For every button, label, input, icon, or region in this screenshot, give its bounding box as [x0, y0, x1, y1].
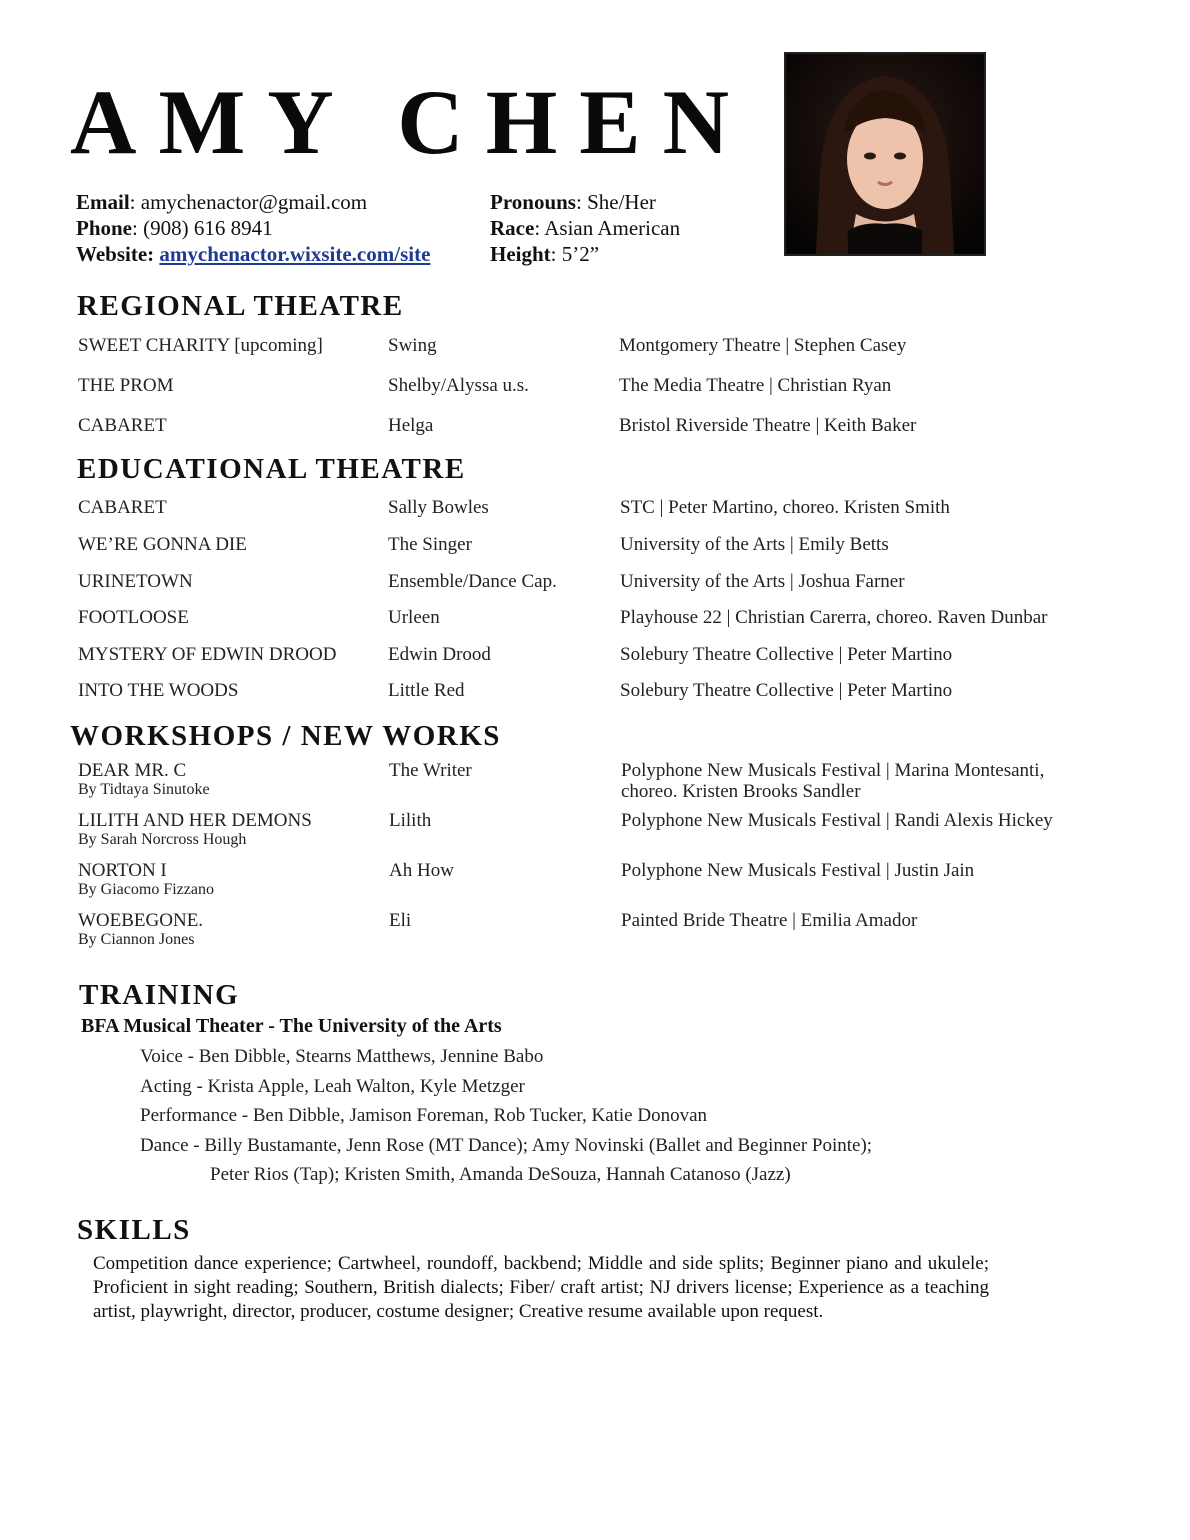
phone-label: Phone: [76, 216, 133, 240]
workshop-row-2-show: LILITH AND HER DEMONS: [78, 810, 312, 831]
phone-line: Phone: (908) 616 8941: [76, 216, 273, 240]
workshop-row-2-venue: Polyphone New Musicals Festival | Randi Alexis Hickey: [621, 810, 1053, 831]
race-value: Asian American: [544, 216, 681, 240]
regional-row-2-role: Shelby/Alyssa u.s.: [388, 375, 529, 396]
workshop-row-3-author: By Giacomo Fizzano: [78, 881, 214, 898]
workshop-row-1-show: DEAR MR. C: [78, 760, 187, 781]
section-title-educational: EDUCATIONAL THEATRE: [77, 453, 466, 485]
educational-row-6-show: INTO THE WOODS: [78, 680, 239, 701]
workshop-row-2-role: Lilith: [389, 810, 432, 831]
regional-row-2-venue: The Media Theatre | Christian Ryan: [619, 375, 892, 396]
educational-row-5-venue: Solebury Theatre Collective | Peter Martino: [620, 644, 953, 665]
headshot-photo: [784, 52, 986, 256]
training-acting: Acting - Krista Apple, Leah Walton, Kyle Metzger: [140, 1076, 525, 1097]
workshop-row-4-show: WOEBEGONE.: [78, 910, 204, 931]
educational-row-1-role: Sally Bowles: [388, 497, 489, 518]
educational-row-6-venue: Solebury Theatre Collective | Peter Martino: [620, 680, 953, 701]
educational-row-2-show: WE’RE GONNA DIE: [78, 534, 247, 555]
training-voice: Voice - Ben Dibble, Stearns Matthews, Jennine Babo: [140, 1046, 544, 1067]
email-value[interactable]: amychenactor@gmail.com: [140, 190, 368, 214]
educational-row-4-show: FOOTLOOSE: [78, 607, 189, 628]
educational-row-3-role: Ensemble/Dance Cap.: [388, 571, 557, 592]
website-link[interactable]: amychenactor.wixsite.com/site: [159, 242, 431, 266]
pronouns-value: She/Her: [587, 190, 656, 214]
regional-row-3-show: CABARET: [78, 415, 167, 436]
race-label: Race: [490, 216, 535, 240]
training-dance-continued: Peter Rios (Tap); Kristen Smith, Amanda DeSouza, Hannah Catanoso (Jazz): [210, 1164, 791, 1185]
educational-row-5-show: MYSTERY OF EDWIN DROOD: [78, 644, 337, 665]
educational-row-5-role: Edwin Drood: [388, 644, 491, 665]
educational-row-3-venue: University of the Arts | Joshua Farner: [620, 571, 905, 592]
height-line: Height: 5’2”: [490, 242, 600, 266]
regional-row-1-venue: Montgomery Theatre | Stephen Casey: [619, 335, 907, 356]
resume-name: AMY CHEN: [70, 71, 752, 173]
workshop-row-1-author: By Tidtaya Sinutoke: [78, 781, 210, 798]
educational-row-4-venue: Playhouse 22 | Christian Carerra, choreo. Raven Dunbar: [620, 607, 1048, 628]
regional-row-3-role: Helga: [388, 415, 434, 436]
contact-right: [490, 189, 680, 267]
regional-row-1-show: SWEET CHARITY [upcoming]: [78, 335, 323, 356]
height-value: 5’2”: [561, 242, 600, 266]
workshop-row-1-venue-cont: choreo. Kristen Brooks Sandler: [621, 781, 861, 802]
workshop-row-3-show: NORTON I: [78, 860, 167, 881]
educational-row-6-role: Little Red: [388, 680, 465, 701]
section-title-workshops: WORKSHOPS / NEW WORKS: [70, 720, 501, 752]
training-degree: BFA Musical Theater - The University of the Arts: [81, 1015, 502, 1037]
regional-row-1-role: Swing: [388, 335, 437, 356]
training-dance: Dance - Billy Bustamante, Jenn Rose (MT Dance); Amy Novinski (Ballet and Beginner Pointe);: [140, 1135, 873, 1156]
educational-row-2-role: The Singer: [388, 534, 472, 555]
educational-row-2-venue: University of the Arts | Emily Betts: [620, 534, 889, 555]
workshop-row-3-role: Ah How: [389, 860, 454, 881]
workshop-row-1-role: The Writer: [389, 760, 472, 781]
website-line: [76, 241, 430, 267]
educational-row-1-show: CABARET: [78, 497, 167, 518]
workshop-row-4-venue: Painted Bride Theatre | Emilia Amador: [621, 910, 918, 931]
section-title-skills: SKILLS: [77, 1214, 191, 1246]
training-performance: Performance - Ben Dibble, Jamison Foreman, Rob Tucker, Katie Donovan: [140, 1105, 708, 1126]
workshop-row-1-venue: Polyphone New Musicals Festival | Marina Montesanti,: [621, 760, 1045, 781]
pronouns-label: Pronouns: [490, 190, 576, 214]
educational-row-3-show: URINETOWN: [78, 571, 193, 592]
workshop-row-3-venue: Polyphone New Musicals Festival | Justin Jain: [621, 860, 975, 881]
section-title-regional: REGIONAL THEATRE: [77, 290, 404, 322]
pronouns-line: Pronouns: She/Her: [490, 190, 656, 214]
workshop-row-4-role: Eli: [389, 910, 412, 931]
workshop-row-4-author: By Ciannon Jones: [78, 931, 195, 948]
contact-left: [76, 189, 430, 267]
email-line: Email: amychenactor@gmail.com: [76, 190, 368, 214]
section-title-training: TRAINING: [79, 979, 240, 1011]
email-label: Email: [76, 190, 130, 214]
phone-value: (908) 616 8941: [143, 216, 273, 240]
race-line: Race: Asian American: [490, 216, 681, 240]
educational-row-1-venue: STC | Peter Martino, choreo. Kristen Smith: [620, 497, 950, 518]
workshop-row-2-author: By Sarah Norcross Hough: [78, 831, 247, 848]
educational-row-4-role: Urleen: [388, 607, 440, 628]
headshot-portrait-icon: [786, 54, 984, 254]
height-label: Height: [490, 242, 551, 266]
regional-row-3-venue: Bristol Riverside Theatre | Keith Baker: [619, 415, 917, 436]
skills-text: Competition dance experience; Cartwheel, roundoff, backbend; Middle and side splits; Beginner piano and ukulele; Proficient in sight reading; Southern, British dialects; Fiber/ craft artist; NJ drivers license; Experience as a teaching artist, playwright, director, producer, costume designer; Creative resume available upon request.: [93, 1253, 989, 1322]
regional-row-2-show: THE PROM: [78, 375, 174, 396]
website-label: Website:: [76, 242, 155, 266]
